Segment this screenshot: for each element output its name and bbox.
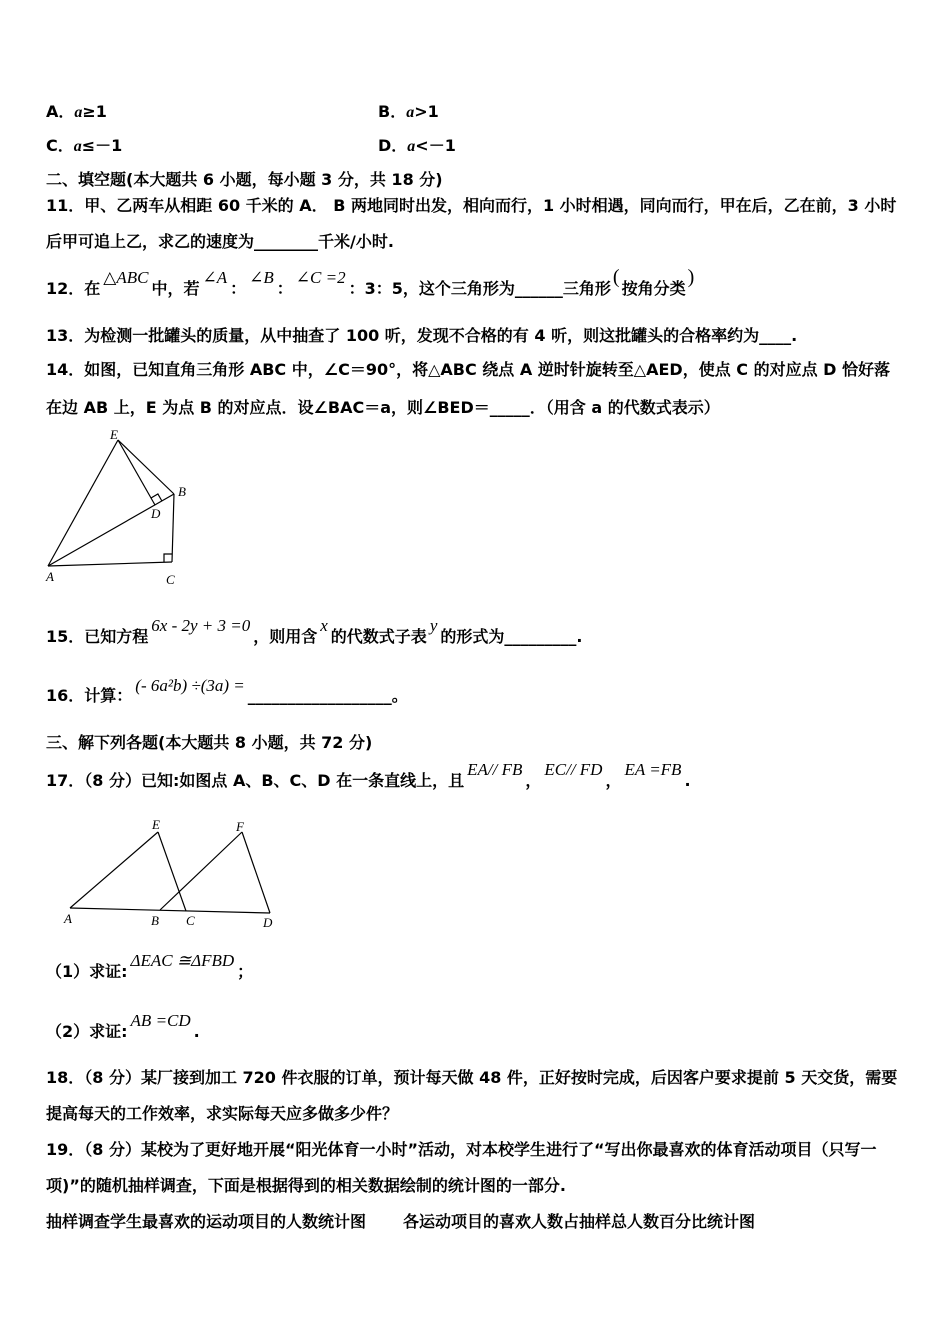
- segment-ae: [70, 832, 158, 908]
- angle-b-math: ∠B: [249, 268, 274, 287]
- question-11-line-1: 11．甲、乙两车从相距 60 千米的 A． B 两地同时出发，相向而行，1 小时相遇，同向而行，甲在后，乙在前，3 小时: [46, 196, 897, 215]
- section-heading-fill-in: 二、填空题(本大题共 6 小题，每小题 3 分，共 18 分): [46, 170, 443, 189]
- ratio-colon: ：: [230, 279, 247, 298]
- equation-math: 6x - 2y + 3 =0: [151, 616, 251, 635]
- question-16-text: 16．计算：: [46, 686, 133, 705]
- segment-equality-math: AB =CD: [130, 1011, 191, 1030]
- right-angle-mark-c: [164, 554, 172, 562]
- choice-condition: ≥1: [82, 102, 107, 121]
- part-end: .: [193, 1022, 200, 1041]
- label-d: D: [263, 915, 273, 930]
- rotated-triangle-figure: [38, 425, 208, 590]
- segment-ed: [118, 440, 155, 505]
- label-e: E: [110, 427, 118, 442]
- congruence-math: ΔEAC ≅ΔFBD: [130, 951, 235, 970]
- chart-title-left: 抽样调查学生最喜欢的运动项目的人数统计图: [46, 1212, 367, 1231]
- equal-ea-fb-math: EA =FB: [624, 760, 682, 779]
- paren-open: (: [612, 266, 620, 288]
- paren-close: ): [687, 266, 695, 288]
- question-17-text: 17．（8 分）已知:如图点 A、B、C、D 在一条直线上，且: [46, 771, 465, 790]
- question-12: [46, 266, 696, 299]
- question-17-part-2: [46, 1011, 200, 1043]
- choice-letter: C．: [46, 136, 74, 155]
- question-19-line-2: 项)”的随机抽样调查，下面是根据得到的相关数据绘制的统计图的一部分.: [46, 1176, 566, 1195]
- triangle-abc-math: △ABC: [103, 268, 149, 287]
- question-18-line-2: 提高每天的工作效率，求实际每天应多做多少件？: [46, 1104, 399, 1123]
- part-end: ；: [237, 962, 254, 981]
- section-heading-solve: 三、解下列各题(本大题共 8 小题，共 72 分): [46, 733, 373, 752]
- label-c: C: [166, 572, 175, 587]
- angle-a-math: ∠A: [202, 268, 228, 287]
- part-label: （1）求证:: [46, 962, 128, 981]
- label-a: A: [64, 911, 72, 926]
- question-12-text: ：3：5，这个三角形为______三角形: [348, 279, 611, 298]
- choice-variable: a: [406, 104, 415, 121]
- parallel-ec-fd-math: EC// FD: [544, 760, 603, 779]
- choice-variable: a: [74, 104, 83, 121]
- choice-variable: a: [407, 138, 416, 155]
- choice-letter: B．: [378, 102, 407, 121]
- segment-ae: [48, 440, 118, 566]
- chart-title-right: 各运动项目的喜欢人数占抽样总人数百分比统计图: [403, 1212, 756, 1231]
- part-label: （2）求证:: [46, 1022, 128, 1041]
- question-14-line-1: 14．如图，已知直角三角形 ABC 中，∠C＝90°，将△ABC 绕点 A 逆时针旋转至△AED，使点 C 的对应点 D 恰好落: [46, 360, 891, 379]
- label-c: C: [186, 913, 195, 928]
- question-11-line-2: 后甲可追上乙，求乙的速度为________千米/小时.: [46, 232, 394, 251]
- question-18-line-1: 18．（8 分）某厂接到加工 720 件衣服的订单，预计每天做 48 件，正好按时完成，后因客户要求提前 5 天交货，需要: [46, 1068, 898, 1087]
- question-17: [46, 760, 691, 792]
- choice-condition: >1: [414, 102, 439, 121]
- answer-blank: __________________: [247, 686, 392, 705]
- choice-a: [46, 101, 107, 123]
- division-expression-math: (- 6a²b) ÷(3a) =: [135, 676, 245, 695]
- question-15-text: 15．已知方程: [46, 627, 149, 646]
- label-b: B: [151, 913, 159, 928]
- question-19-line-1: 19．（8 分）某校为了更好地开展“阳光体育一小时”活动，对本校学生进行了“写出你最喜欢的体育活动项目（只写一: [46, 1140, 877, 1159]
- label-b: B: [178, 484, 186, 499]
- two-triangles-figure: [60, 815, 280, 935]
- label-f: F: [236, 819, 244, 834]
- angle-c-math: ∠C =2: [295, 268, 346, 287]
- question-14-line-2: 在边 AB 上，E 为点 B 的对应点．设∠BAC＝a，则∠BED＝_____．（用含 a 的代数式表示）: [46, 398, 720, 417]
- question-12-text: 12．在: [46, 279, 101, 298]
- question-16: [46, 676, 408, 707]
- choice-d: [378, 135, 456, 157]
- choice-condition: ≤－1: [81, 136, 123, 155]
- segment-bc: [172, 494, 174, 562]
- question-17-part-1: [46, 951, 254, 983]
- parallel-ea-fb-math: EA// FB: [467, 760, 523, 779]
- ratio-colon: ：: [276, 279, 293, 298]
- question-15: [46, 616, 583, 648]
- segment-ad: [70, 908, 270, 913]
- question-13: 13．为检测一批罐头的质量，从中抽查了 100 听，发现不合格的有 4 听，则这批罐头的合格率约为____.: [46, 326, 798, 345]
- question-12-text: 按角分类: [621, 279, 686, 298]
- question-15-text: 的代数式子表: [330, 627, 427, 646]
- question-17-text: ，: [525, 771, 542, 790]
- choice-condition: <－1: [415, 136, 456, 155]
- segment-ac: [48, 562, 172, 566]
- question-17-text: ，: [605, 771, 622, 790]
- question-16-text: 。: [391, 686, 408, 705]
- choice-variable: a: [73, 138, 82, 155]
- choice-letter: D．: [378, 136, 408, 155]
- question-15-text: 的形式为_________.: [440, 627, 583, 646]
- variable-x-math: x: [320, 616, 328, 635]
- variable-y-math: y: [429, 616, 438, 635]
- choice-c: [46, 135, 122, 157]
- question-15-text: ，则用含: [253, 627, 318, 646]
- choice-letter: A．: [46, 102, 75, 121]
- segment-fd: [242, 832, 270, 913]
- choice-b: [378, 101, 439, 123]
- segment-ab: [48, 494, 174, 566]
- question-17-text: .: [684, 771, 691, 790]
- segment-eb: [118, 440, 174, 494]
- question-12-text: 中，若: [151, 279, 200, 298]
- label-d: D: [151, 506, 161, 521]
- label-e: E: [152, 817, 160, 832]
- label-a: A: [46, 569, 54, 584]
